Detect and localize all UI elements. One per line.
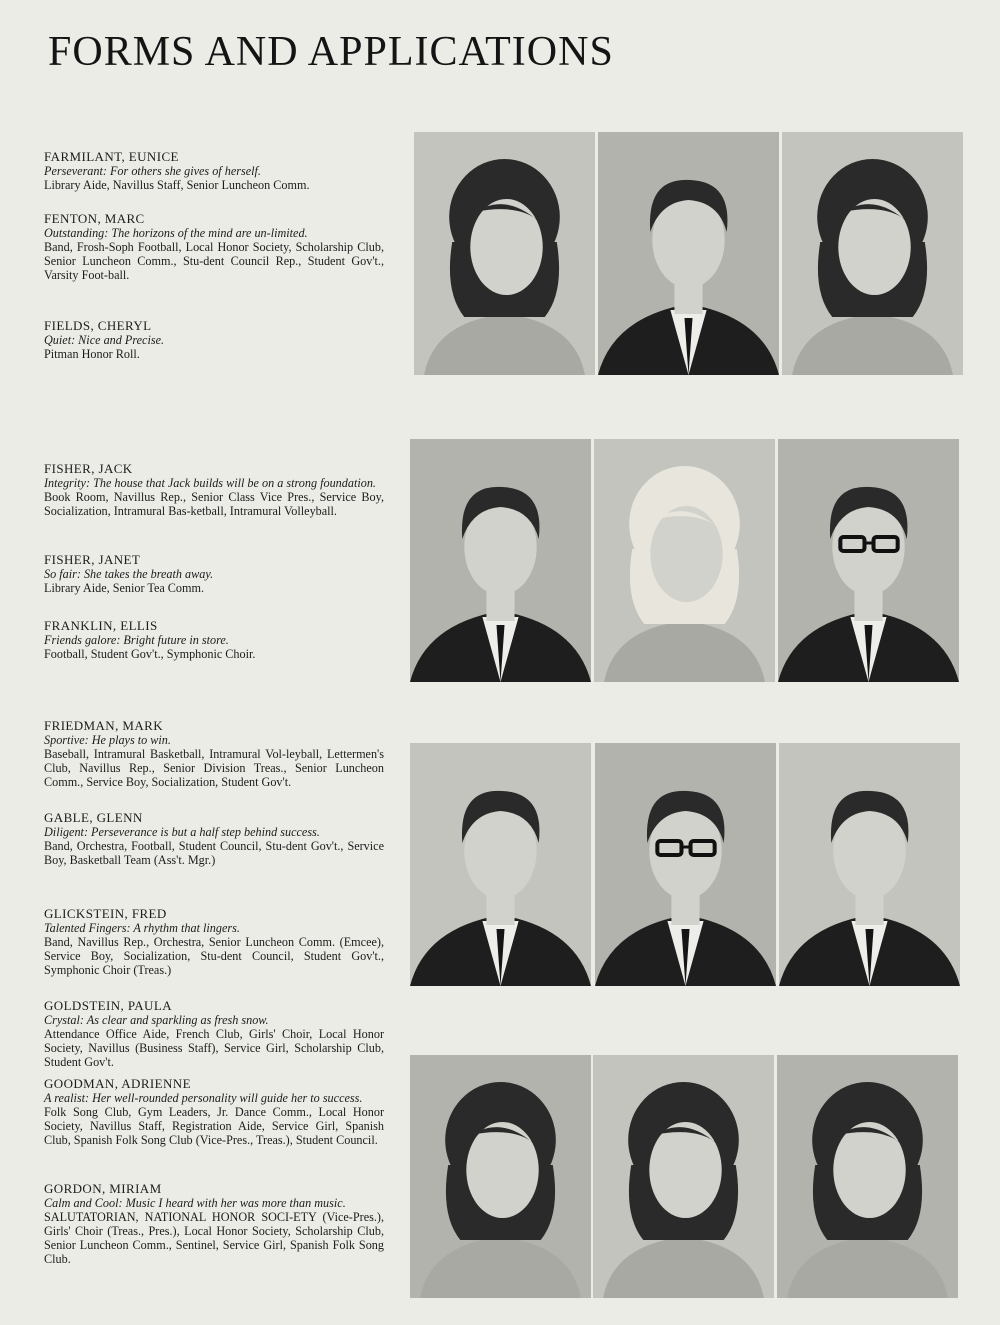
student-portrait [598, 132, 779, 375]
student-motto: Crystal: As clear and sparkling as fresh snow. [44, 1013, 269, 1028]
student-name: FENTON, MARC [44, 211, 145, 226]
student-motto: So fair: She takes the breath away. [44, 567, 214, 582]
student-motto: Integrity: The house that Jack builds will be on a strong foundation. [44, 476, 376, 491]
student-name: GABLE, GLENN [44, 810, 143, 825]
student-portrait [778, 439, 959, 682]
student-portrait [410, 743, 591, 986]
student-portrait [595, 743, 776, 986]
student-activities: Folk Song Club, Gym Leaders, Jr. Dance Comm., Local Honor Society, Navillus Staff, Registration Aide, Service Girl, Spanish Club, Spanish Folk Song Club (Vice-Pres., Treas.), Student Council. [44, 1105, 384, 1148]
student-activities: SALUTATORIAN, NATIONAL HONOR SOCI-ETY (Vice-Pres.), Girls' Choir (Treas., Pres.), Local Honor Society, Scholarship Club, Senior Luncheon Comm., Sentinel, Service Girl, Spanish Folk Song Club. [44, 1210, 384, 1267]
student-entry [44, 999, 384, 1069]
student-motto: Outstanding: The horizons of the mind are un-limited. [44, 226, 308, 241]
student-name: FARMILANT, EUNICE [44, 149, 179, 164]
page-title: FORMS AND APPLICATIONS [48, 29, 614, 75]
student-motto: Diligent: Perseverance is but a half step behind success. [44, 825, 320, 840]
student-portrait [777, 1055, 958, 1298]
student-name: GORDON, MIRIAM [44, 1181, 162, 1196]
student-entry [44, 811, 384, 867]
student-portrait [410, 439, 591, 682]
student-entry [44, 462, 384, 518]
student-activities: Band, Orchestra, Football, Student Council, Stu-dent Gov't., Service Boy, Basketball Team (Ass't. Mgr.) [44, 839, 384, 868]
student-entry [44, 150, 384, 192]
student-activities: Library Aide, Senior Tea Comm. [44, 581, 205, 596]
student-portrait [410, 1055, 591, 1298]
student-portrait [782, 132, 963, 375]
student-entry [44, 1182, 384, 1267]
student-motto: Calm and Cool: Music I heard with her was more than music. [44, 1196, 346, 1211]
student-activities: Baseball, Intramural Basketball, Intramural Vol-leyball, Lettermen's Club, Navillus Rep., Senior Division Treas., Senior Luncheon Comm., Service Boy, Socialization, Student Gov't. [44, 747, 384, 790]
student-name: FISHER, JACK [44, 461, 133, 476]
student-activities: Attendance Office Aide, French Club, Girls' Choir, Local Honor Society, Navillus (Business Staff), Service Girl, Scholarship Club, Student Gov't. [44, 1027, 384, 1070]
student-activities: Library Aide, Navillus Staff, Senior Luncheon Comm. [44, 178, 310, 193]
student-portrait [779, 743, 960, 986]
student-motto: Perseverant: For others she gives of herself. [44, 164, 261, 179]
student-entry [44, 719, 384, 789]
student-portrait [594, 439, 775, 682]
student-motto: Quiet: Nice and Precise. [44, 333, 165, 348]
student-entry [44, 1077, 384, 1147]
student-activities: Pitman Honor Roll. [44, 347, 140, 362]
student-motto: Friends galore: Bright future in store. [44, 633, 229, 648]
student-motto: Sportive: He plays to win. [44, 733, 171, 748]
student-name: FRIEDMAN, MARK [44, 718, 164, 733]
student-name: GLICKSTEIN, FRED [44, 906, 167, 921]
student-portrait [593, 1055, 774, 1298]
student-name: FRANKLIN, ELLIS [44, 618, 158, 633]
student-activities: Football, Student Gov't., Symphonic Choir. [44, 647, 256, 662]
student-entry [44, 212, 384, 282]
student-motto: Talented Fingers: A rhythm that lingers. [44, 921, 240, 936]
student-portrait [414, 132, 595, 375]
student-name: FIELDS, CHERYL [44, 318, 152, 333]
student-activities: Band, Frosh-Soph Football, Local Honor Society, Scholarship Club, Senior Luncheon Comm., Stu-dent Council Rep., Student Gov't., Varsity Foot-ball. [44, 240, 384, 283]
student-entry [44, 619, 384, 661]
student-entry [44, 319, 384, 361]
student-activities: Band, Navillus Rep., Orchestra, Senior Luncheon Comm. (Emcee), Service Boy, Socialization, Stu-dent Council, Student Gov't., Symphonic Choir (Treas.) [44, 935, 384, 978]
student-name: FISHER, JANET [44, 552, 141, 567]
student-activities: Book Room, Navillus Rep., Senior Class Vice Pres., Service Boy, Socialization, Intramural Bas-ketball, Intramural Volleyball. [44, 490, 384, 519]
student-name: GOODMAN, ADRIENNE [44, 1076, 191, 1091]
student-entry [44, 553, 384, 595]
student-motto: A realist: Her well-rounded personality will guide her to success. [44, 1091, 363, 1106]
student-name: GOLDSTEIN, PAULA [44, 998, 172, 1013]
student-entry [44, 907, 384, 977]
